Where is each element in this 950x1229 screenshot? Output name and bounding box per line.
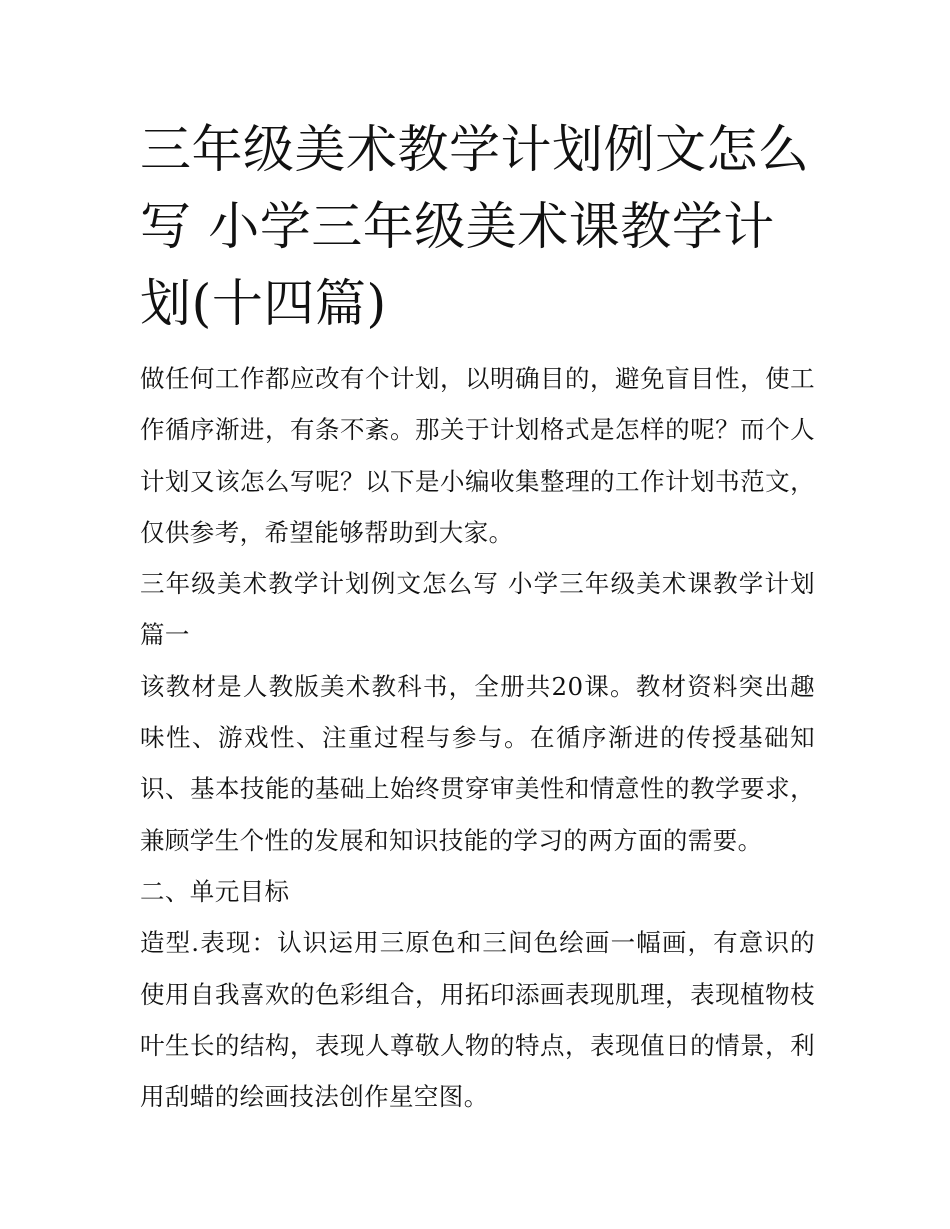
modeling-expression-paragraph: 造型.表现：认识运用三原色和三间色绘画一幅画，有意识的使用自我喜欢的色彩组合，用拓印添画表现肌理，表现植物枝叶生长的结构，表现人尊敬人物的特点，表现值日的情景，利用刮蜡的绘画技法创作星空图。 <box>140 928 815 1112</box>
unit-goals-heading: 二、单元目标 <box>140 876 290 906</box>
document-title: 三年级美术教学计划例文怎么写 小学三年级美术课教学计划(十四篇) <box>140 121 810 334</box>
textbook-paragraph: 该教材是人教版美术教科书，全册共20课。教材资料突出趣味性、游戏性、注重过程与参与。在循序渐进的传授基础知识、基本技能的基础上始终贯穿审美性和情意性的教学要求，兼顾学生个性的发展和知识技能的学习的两方面的需要。 <box>140 671 815 855</box>
intro-paragraph: 做任何工作都应改有个计划，以明确目的，避免盲目性，使工作循序渐进，有条不紊。那关于计划格式是怎样的呢？而个人计划又该怎么写呢？以下是小编收集整理的工作计划书范文，仅供参考，希望能够帮助到大家。 <box>140 364 815 547</box>
section-heading-part-one: 三年级美术教学计划例文怎么写 小学三年级美术课教学计划篇一 <box>140 569 815 650</box>
document-body <box>140 353 815 1122</box>
